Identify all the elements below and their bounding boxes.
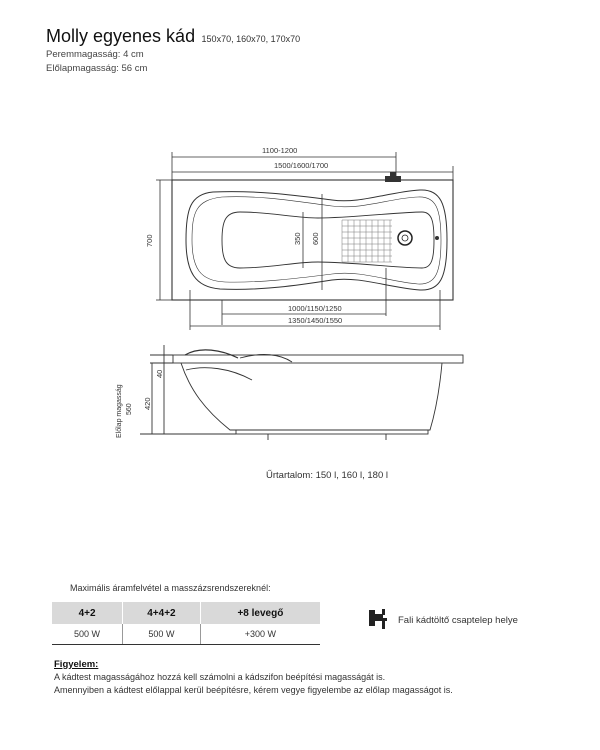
- notes-heading: Figyelem:: [54, 659, 99, 670]
- power-header-8-air: +8 levegő: [200, 602, 320, 624]
- notes-line-2: Amennyiben a kádtest előlappal kerül beépítésre, kérem vegye figyelembe az előlap magasságot is.: [54, 685, 453, 695]
- dim-bottom-1: 1000/1150/1250: [288, 304, 342, 313]
- tub-floor-contour: [222, 212, 434, 268]
- drain-icon: [398, 231, 412, 245]
- capacity-text: Űrtartalom: 150 l, 160 l, 180 l: [266, 470, 388, 481]
- notes-section: [54, 658, 453, 697]
- dim-depth: 420: [143, 397, 152, 410]
- side-tub-body: [181, 363, 442, 430]
- power-caption: Maximális áramfelvétel a masszázsrendszereknél:: [70, 583, 271, 593]
- anti-slip-grid: [342, 220, 392, 262]
- power-header-4-4-2: 4+4+2: [123, 602, 201, 624]
- dim-inner-h2: 600: [311, 232, 320, 245]
- dim-width: 700: [145, 234, 154, 247]
- power-header-4-2: 4+2: [52, 602, 123, 624]
- side-view: [140, 345, 463, 440]
- rim-height-text: Peremmagasság: 4 cm: [46, 49, 144, 60]
- dim-inner-top: 1100-1200: [262, 146, 298, 155]
- power-value-4-4-2: 500 W: [123, 624, 201, 645]
- dim-rim: 40: [155, 369, 164, 378]
- dim-outer-top: 1500/1600/1700: [274, 161, 329, 170]
- power-table-row: [52, 624, 320, 645]
- overflow-icon: [435, 236, 439, 240]
- side-rim: [173, 355, 463, 363]
- power-value-8-air: +300 W: [200, 624, 320, 645]
- panel-height-label: Előlap magasság: [116, 384, 123, 438]
- wall-faucet-icon: [366, 606, 392, 634]
- panel-height-value: 560: [126, 403, 133, 415]
- product-title: Molly egyenes kád: [46, 26, 196, 46]
- power-table: [52, 602, 320, 645]
- dim-inner-h1: 350: [293, 232, 302, 245]
- dim-bottom-2: 1350/1450/1550: [288, 316, 343, 325]
- power-table-header: [52, 602, 320, 624]
- notes-line-1: A kádtest magasságához hozzá kell számolni a kádszifon beépítési magasságát is.: [54, 672, 386, 682]
- power-value-4-2: 500 W: [52, 624, 123, 645]
- faucet-label: Fali kádtöltő csaptelep helye: [398, 615, 518, 626]
- front-panel-height-text: Előlapmagasság: 56 cm: [46, 63, 148, 74]
- product-sizes: 150x70, 160x70, 170x70: [201, 34, 301, 44]
